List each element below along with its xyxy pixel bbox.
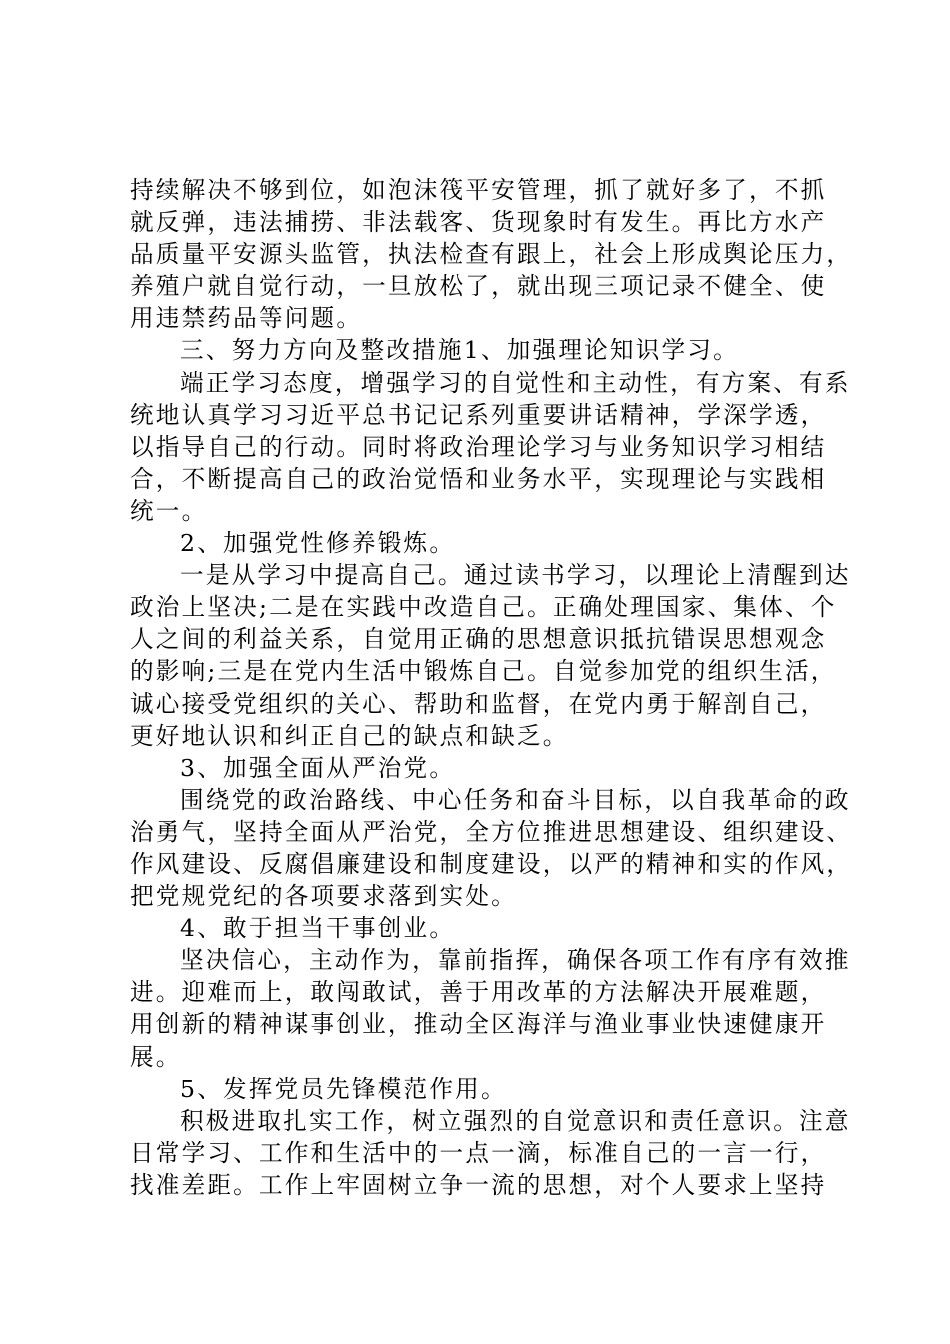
text-line: 2、加强党性修养锻炼。: [180, 529, 456, 558]
text-line: 展。: [130, 1042, 182, 1071]
text-line: 围绕党的政治路线、中心任务和奋斗目标，以自我革命的政: [180, 785, 851, 814]
text-line: 政治上坚决;二是在实践中改造自己。正确处理国家、集体、个: [130, 593, 837, 622]
text-line: 三、努力方向及整改措施1、加强理论知识学习。: [180, 336, 739, 365]
text-line: 一是从学习中提高自己。通过读书学习，以理论上清醒到达: [180, 561, 851, 590]
text-line: 品质量平安源头监管，执法检查有跟上，社会上形成舆论压力，: [130, 240, 853, 269]
text-line: 4、敢于担当干事创业。: [180, 914, 456, 943]
text-line: 统一。: [130, 496, 208, 525]
text-line: 更好地认识和纠正自己的缺点和缺乏。: [130, 721, 569, 750]
text-line: 用创新的精神谋事创业，推动全区海洋与渔业事业快速健康开: [130, 1010, 827, 1039]
text-line: 诚心接受党组织的关心、帮助和监督，在党内勇于解剖自己，: [130, 689, 827, 718]
text-line: 就反弹，违法捕捞、非法载客、货现象时有发生。再比方水产: [130, 208, 827, 237]
body-text: [130, 174, 853, 1201]
text-line: 用违禁药品等问题。: [130, 304, 363, 333]
text-line: 以指导自己的行动。同时将政治理论学习与业务知识学习相结: [130, 432, 827, 461]
text-line: 坚决信心，主动作为，靠前指挥，确保各项工作有序有效推: [180, 946, 851, 975]
text-line: 治勇气，坚持全面从严治党，全方位推进思想建设、组织建设、: [130, 817, 853, 846]
text-line: 合，不断提高自己的政治觉悟和业务水平，实现理论与实践相: [130, 464, 827, 493]
text-line: 的影响;三是在党内生活中锻炼自己。自觉参加党的组织生活，: [130, 657, 837, 686]
text-line: 进。迎难而上，敢闯敢试，善于用改革的方法解决开展难题，: [130, 978, 827, 1007]
text-line: 积极进取扎实工作，树立强烈的自觉意识和责任意识。注意: [180, 1106, 851, 1135]
text-line: 端正学习态度，增强学习的自觉性和主动性，有方案、有系: [180, 368, 851, 397]
text-line: 把党规党纪的各项要求落到实处。: [130, 882, 517, 911]
text-line: 日常学习、工作和生活中的一点一滴，标准自己的一言一行，: [130, 1138, 827, 1167]
text-line: 统地认真学习习近平总书记记系列重要讲话精神，学深学透，: [130, 400, 827, 429]
text-line: 持续解决不够到位，如泡沫筏平安管理，抓了就好多了，不抓: [130, 176, 827, 204]
text-line: 3、加强全面从严治党。: [180, 753, 456, 782]
text-line: 养殖户就自觉行动，一旦放松了，就出现三项记录不健全、使: [130, 272, 827, 301]
text-line: 5、发挥党员先锋模范作用。: [180, 1074, 507, 1103]
text-line: 找准差距。工作上牢固树立争一流的思想，对个人要求上坚持: [130, 1170, 827, 1199]
text-line: 人之间的利益关系，自觉用正确的思想意识抵抗错误思想观念: [130, 625, 827, 654]
text-line: 作风建设、反腐倡廉建设和制度建设，以严的精神和实的作风，: [130, 849, 853, 878]
